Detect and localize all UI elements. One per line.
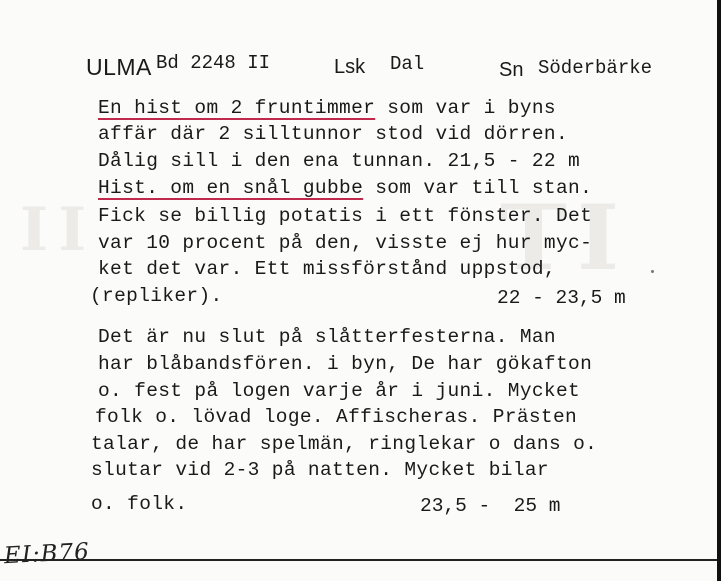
text-line: folk o. lövad loge. Affischeras. Prästen	[95, 406, 578, 428]
text-line: (repliker).	[90, 285, 223, 307]
parish-value: Söderbärke	[538, 57, 653, 79]
text-line: slutar vid 2-3 på natten. Mycket bilar	[91, 459, 549, 481]
card-header	[86, 54, 696, 88]
story-title: Hist. om en snål gubbe	[98, 177, 364, 199]
text-line: o. fest på logen varje år i juni. Mycket	[98, 380, 581, 402]
text-fragment: som var i byns	[375, 97, 556, 119]
ink-speck	[651, 270, 654, 273]
card-edge	[717, 0, 721, 581]
text-line: o. folk.	[91, 493, 188, 515]
text-line	[98, 176, 592, 200]
bleed-through-text: II	[20, 195, 97, 265]
story-title: En hist om 2 fruntimmer	[98, 97, 376, 119]
parish-label: Sn	[499, 59, 524, 81]
province-value: Dal	[390, 53, 425, 75]
volume-reference: Bd 2248 II	[156, 52, 271, 74]
text-line	[98, 96, 556, 120]
province-label: Lsk	[334, 56, 366, 78]
measurement: 23,5 - 25 m	[420, 495, 561, 517]
signature-mark: EI:B76	[3, 538, 91, 570]
text-line: ket det var. Ett missförstånd uppstod,	[98, 258, 556, 280]
bleed-through-text: TI	[500, 185, 630, 291]
card-edge	[0, 559, 721, 561]
text-line: har blåbandsfören. i byn, De har gökafton	[98, 353, 593, 375]
measurement: 22 - 23,5 m	[497, 287, 626, 309]
text-line: Det är nu slut på slåtterfesterna. Man	[98, 326, 556, 348]
text-fragment: som var till stan.	[363, 177, 593, 199]
text-line: var 10 procent på den, visste ej hur myc-	[98, 232, 593, 254]
text-line: talar, de har spelmän, ringlekar o dans o.	[91, 433, 598, 455]
text-line: Dålig sill i den ena tunnan. 21,5 - 22 m	[98, 150, 581, 172]
archive-label: ULMA	[86, 54, 152, 80]
text-line: Fick se billig potatis i ett fönster. Det	[98, 205, 593, 227]
text-line: affär där 2 silltunnor stod vid dörren.	[98, 123, 569, 145]
